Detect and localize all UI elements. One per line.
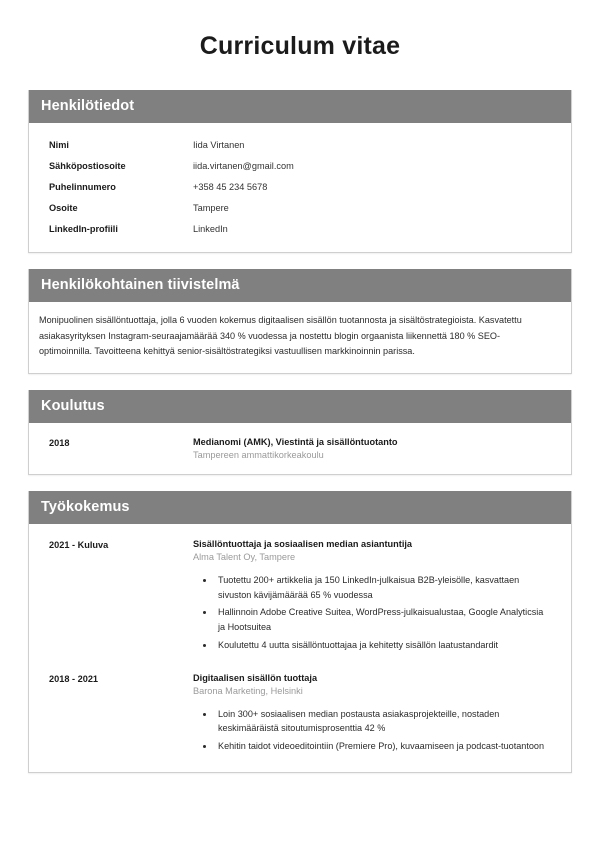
info-label: Puhelinnumero	[49, 182, 116, 192]
entry-title: Sisällöntuottaja ja sosiaalisen median asiantuntija	[193, 538, 413, 549]
page-title: Curriculum vitae	[199, 32, 401, 60]
info-value: +358 45 234 5678	[193, 182, 268, 192]
entry-period: 2021 - Kuluva	[49, 539, 109, 550]
summary-body	[29, 302, 571, 373]
entry-main	[193, 539, 559, 657]
entry-period: 2018	[49, 437, 70, 448]
summary-text: Monipuolinen sisällöntuottaja, jolla 6 vuoden kokemus digitaalisen sisällön tuotannosta ja sisältöstrategioista. Kasvatettu asiakasyrityksen Instagram-seuraajamäärää 340 % vuodessa ja nostettu blogin orgaanista liikennettä 180 % SEO-optimoinnilla. Tavoitteena kehittyä senior-sisältöstrategiksi vastuullisen markkinoinnin parissa.	[39, 315, 522, 357]
list-item: • Hallinnoin Adobe Creative Suitea, WordPress-julkaisualustaa, Google Analyticsia ja Hootsuitea	[215, 605, 547, 634]
experience-header: Työkokemus	[29, 491, 571, 524]
entry-main	[193, 437, 559, 460]
education-entry	[39, 431, 559, 462]
entry-organization: Barona Marketing, Helsinki	[193, 685, 303, 696]
info-label: Sähköpostiosoite	[49, 161, 126, 171]
experience-entry	[39, 667, 559, 760]
entry-organization: Tampereen ammattikorkeakoulu	[193, 449, 324, 460]
info-row-phone	[39, 177, 559, 198]
education-card	[28, 390, 572, 475]
entry-organization: Alma Talent Oy, Tampere	[193, 551, 296, 562]
personal-info-header: Henkilötiedot	[29, 90, 571, 123]
entry-bullet-list	[193, 707, 547, 754]
info-value: Tampere	[193, 203, 229, 213]
personal-info-card	[28, 90, 572, 253]
info-value: Iida Virtanen	[193, 140, 245, 150]
entry-main	[193, 673, 559, 758]
list-item: • Loin 300+ sosiaalisen median postausta asiakasprojekteille, nostaden keskimääräistä sitoutumisprosenttia 42 %	[215, 707, 547, 736]
info-row-address	[39, 198, 559, 219]
entry-period: 2018 - 2021	[49, 673, 99, 684]
education-body	[29, 423, 571, 474]
experience-entry	[39, 533, 559, 659]
info-row-email	[39, 156, 559, 177]
info-value: iida.virtanen@gmail.com	[193, 161, 294, 171]
list-item: • Tuotettu 200+ artikkelia ja 150 LinkedIn-julkaisua B2B-yleisölle, kasvattaen sivuston kävijämäärää 65 % vuodessa	[215, 573, 547, 602]
personal-info-body	[29, 123, 571, 252]
info-label: Osoite	[49, 203, 78, 213]
education-header: Koulutus	[29, 390, 571, 423]
entry-title: Digitaalisen sisällön tuottaja	[193, 672, 318, 683]
info-label: LinkedIn-profiili	[49, 224, 118, 234]
entry-bullet-list	[193, 573, 547, 653]
summary-card	[28, 269, 572, 374]
info-label: Nimi	[49, 140, 69, 150]
info-row-linkedin	[39, 219, 559, 240]
list-item: • Kehitin taidot videoeditointiin (Premiere Pro), kuvaamiseen ja podcast-tuotantoon	[215, 739, 547, 754]
entry-title: Medianomi (AMK), Viestintä ja sisällöntuotanto	[193, 436, 398, 447]
experience-card	[28, 491, 572, 773]
experience-body	[29, 524, 571, 772]
summary-header: Henkilökohtainen tiivistelmä	[29, 269, 571, 302]
info-value: LinkedIn	[193, 224, 228, 234]
info-row-name	[39, 135, 559, 156]
list-item: • Koulutettu 4 uutta sisällöntuottajaa ja kehitetty sisällön laatustandardit	[215, 638, 547, 653]
